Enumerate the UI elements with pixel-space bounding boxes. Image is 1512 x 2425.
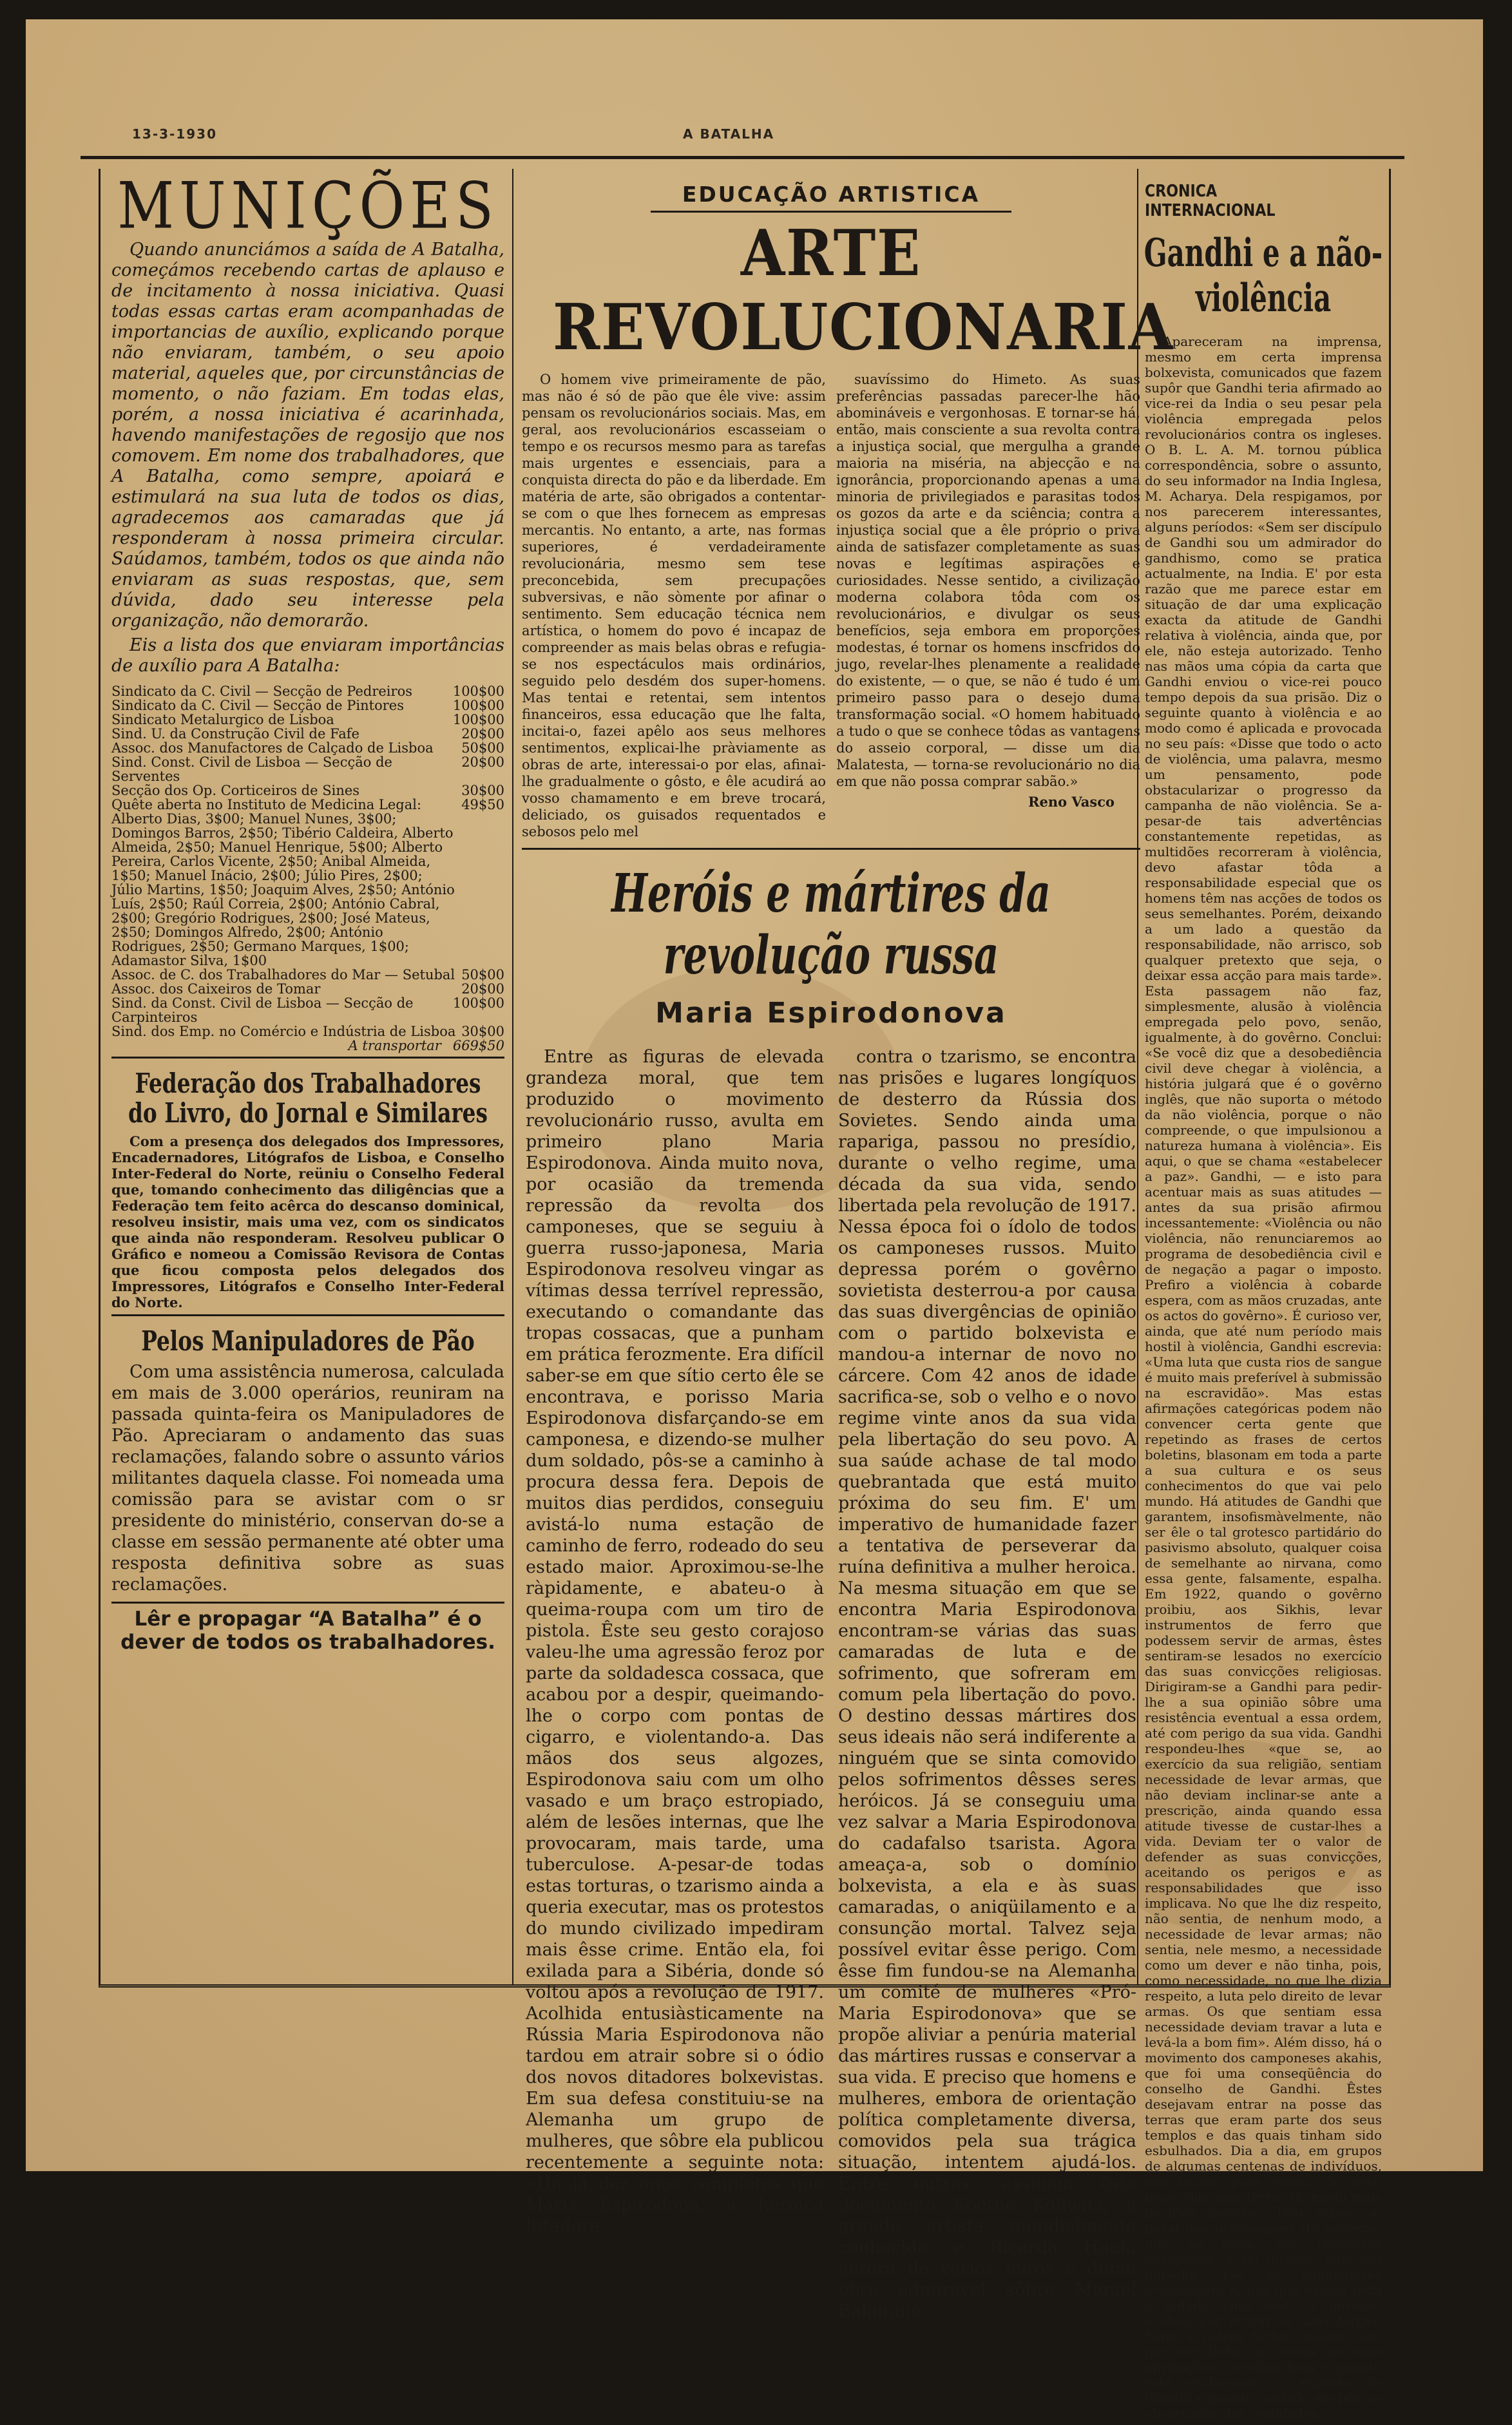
contribution-list [111,684,504,1053]
contribution-row: Sindicato Metalurgico de Lisboa 100$00 [111,712,504,727]
arte-kicker: EDUCAÇÃO ARTISTICA [682,182,981,207]
gandhi-body: Apareceram na imprensa, mesmo em certa imprensa bolxevista, comunicados que fazem supôr que Gandhi teria afirmado ao vice-rei da India o seu pesar pela violência empregada pelos revolucionários contra os ingleses. O B. L. A. M. tornou pública correspondência, sobre o assunto, do seu informador na India Inglesa, M. Acharya. Dela respigamos, por nos parecerem interessantes, alguns períodos: «Sem ser discípulo de Gandhi sou um admirador do gandhismo, como se pratica actualmente, na India. E' por esta razão que me parece estar em situação de dar uma explicação exacta da atitude de Gandhi relativa à violência, ainda que, por ele, não esteja autorizado. Tenho nas mãos uma cópia da carta que Gandhi enviou o vice-rei pouco tempo depois da sua prisão. Diz o seguinte quanto à violência e ao modo como é aplicada e provocada no seu país: «Disse que todo o acto de violência, uma palavra, mesmo um pensamento, pode obstacularizar o progresso da campanha de não violência. Se a-pesar-de tais advertências constantemente repetidas, as multidões recorreram à violência, devo afastar tôda a responsabilidade especial que os homens têm nas acções de todos os seus semelhantes. Porém, deixando a um lado a questão da responsabilidade, não arrisco, sob qualquer pretexto que seja, o deixar essa acção para mais tarde». Esta passagem não faz, simplesmente, alusão à violência empregada pelo povo, senão, igualmente, à do govêrno. Conclui: «Se você diz que a desobediência civil deve chegar à violência, a história julgará que é o govêrno inglês, que não suporta o método da não violência, porque o não compreende, o que impulsionou a natureza humana à violência». Eis aqui, o que se chama «estabelecer a paz». Gandhi, — e isto para acentuar mais as suas atitudes — antes da sua prisão afirmou incessantemente: «Violência ou não violência, não renunciaremos ao programa de desobediência civil e de negação a pagar o imposto. Prefiro a violência à cobarde espera, com as mãos cruzadas, ante os actos do govêrno». É curioso ver, ainda, que até num período mais hostil à violência, Gandhi escrevia: «Uma luta que custa rios de sangue é muito mais preferível à submissão na escravidão». Mas estas afirmações categóricas podem não convencer certa gente que repetindo as frases de certos boletins, blasonam em toda a parte a sua cultura e os seus conhecimentos do que vai pelo mundo. Há atitudes de Gandhi que garantem, insofismàvelmente, não ser êle o tal grotesco partidário do pasivismo absoluto, qualquer coisa de semelhante ao nirvana, como essa gente, falsamente, espalha. Em 1922, quando o govêrno proibiu, aos Sikhis, levar instrumentos de ferro que podessem servir de armas, êstes sentiram-se lesados no exercício das suas convicções religiosas. Dirigiram-se a Gandhi para pedir-lhe a sua opinião sôbre uma resistência eventual a essa ordem, até com perigo da sua vida. Gandhi respondeu-lhes «que se, ao exercício da sua religião, sentiam necessidade de levar armas, que não deviam inclinar-se ante a prescrição, ainda quando essa atitude tivesse de custar-lhes a vida. Deviam ter o valor de defender as suas convicções, aceitando os perigos e as responsabilidades que isso implicava. No que lhe diz respeito, não sentia, de nenhum modo, a necessidade de levar armas; não sentia, nele mesmo, a necessidade como um dever e não tinha, pois, como necessidade, no que lhe dizia respeito, a luta pelo direito de levar armas. Os que sentiam essa necessidade deviam travar a luta e levá-la a bom fim». Além disso, há o movimento dos camponeses akahis, que foi uma conseqüência do conselho de Gandhi. Êstes desejavam entrar na posse das terras que eram parte dos seus templos e das quais tinham sido esbulhados. Dia a dia, em grupos de algumas centenas de indivíduos, marcharam para tomar, de novo posse das suas terras do modo mais pacífico possível. Isso fez-se, a-pesar-des provocações do govêrno, que se opôs, por processos agressivos, a tal intento. Isto não impedia que os camponeses avançassem e, por que estava toda a cidade com êles, o govêrno acabou por retirar as suas forças. Estes e outros factos, mesmo sem pôr em linha de conta as suas afirmações, revelam bem o quanto está esclarecido o espírito de Gandhi e quanto cuidado êle põe na observação das realidades. [1145,334,1382,2421]
contribution-row: Sind. da Const. Civil de Lisboa — Secção de Carpinteiros 100$00 [111,995,504,1025]
contribution-row: Assoc. dos Caixeiros de Tomar 20$00 [111,981,504,997]
contribution-total: A transportar 669$50 [348,1038,504,1053]
column-divider [512,169,513,1984]
herois-headline: Heróis e mártires da revolução russa [611,863,1051,986]
kicker-rule [651,211,1011,213]
contribution-row: Assoc. dos Manufactores de Calçado de Lisboa 50$00 [111,740,504,756]
cronica-section-label: CRONICA INTERNACIONAL [1145,182,1276,220]
contribution-row: Sind. Const. Civil de Lisboa — Secção de Serventes 20$00 [111,754,504,784]
arte-body [522,371,1140,844]
contribution-row: Quête aberta no Instituto de Medicina Legal: Alberto Dias, 3$00; Manuel Nunes, 3$00; Domingos Barros, 2$50; Tibério Caldeira, Alberto Almeida, 2$50; Manuel Henrique, 5$00; Alberto Pereira, Carlos Vicente, 2$50; Anibal Almeida, 1$50; Manuel Inácio, 2$00; Júlio Pires, 2$00; Júlio Martins, 1$50; Joaquim Alves, 2$50; António Luís, 2$50; Raúl Correia, 2$00; António Cabral, 2$00; Gregório Rodrigues, 2$00; José Mateus, 2$50; Domingos Alfredo, 2$00; António Rodrigues, 2$50; Germano Marques, 1$00; Adamastor Silva, 1$00 49$50 [111,797,504,968]
maria-subheadline: Maria Espirodonova [655,997,1007,1030]
call-to-action: Lêr e propagar “A Batalha” é o dever de todos os trabalhadores. [111,1602,504,1654]
maria-col-b: contra o tzarismo, se encontra nas prisões e lugares longíquos de desterro da Rússia dos Sovietes. Sendo ainda uma rapariga, passou no presídio, durante o velho regime, uma década da sua vida, sendo libertada pela revolução de 1917. Nessa época foi o ídolo de todos os camponeses russos. Muito depressa porém o govêrno sovietista desterrou-a por causa das suas divergências de opinião com o partido bolxevista e mandou-a internar de novo no cárcere. Com 42 anos de idade sacrifica-se, sob o velho e o novo regime vinte anos da sua vida pela libertação do seu povo. A sua saúde achase de tal modo quebrantada que está muito próxima do seu fim. E' um imperativo de humanidade fazer a tentativa de perseverar da ruína definitiva a mulher heroica. Na mesma situação em que se encontra Maria Espirodonova encontram-se várias das suas camaradas de luta e de sofrimento, que sofreram em comum pela libertação do povo. O destino dessas mártires dos seus ideais não será indiferente a ninguém que se sinta comovido pelos sofrimentos dêsses seres heróicos. Já se conseguiu uma vez salvar a Maria Espirodonova do cadafalso tsarista. Agora ameaça-a, sob o domínio bolxevista, a ela e às suas camaradas, o aniqüilamento e a consunção mortal. Talvez seja possível evitar êsse perigo. Com êsse fim fundou-se na Alemanha um comité de mulheres «Pró-Maria Espirodonova» que se propõe aliviar a penúria material das mártires russas e conservar a sua vida. E preciso que homens e mulheres, embora de orientação política completamente diversa, comovidos pela sua trágica situação, intentem ajudá-los. Entre outras, assinam êste documento Koethe Kollwitz, a grande artista mundialmente conhecida e Ricarda Huch, autora de vários livros e duma obra admirável sôbre Miguel Bakunine. [838,1047,1136,2321]
gandhi-headline: Gandhi e a não-violência [1144,231,1383,321]
right-column [1145,169,1382,2425]
federacao-body: Com a presença dos delegados dos Impressores, Encadernadores, Litógrafos de Lisboa, e Conselho Inter-Federal do Norte, reüniu o Conselho Federal que, tomando conhecimento das diligências que a Federação tem feito acêrca do descanso dominical, resolveu insistir, mais uma vez, com os sindicatos que ainda não responderam. Resolveu publicar O Gráfico e nomeou a Comissão Revisora de Contas que ficou composta pelos delegados dos Impressores, Litógrafos e Conselho Inter-Federal do Norte. [111,1133,504,1310]
maria-col-a: Entre as figuras de elevada grandeza moral, que tem produzido o movimento revolucionário russo, avulta em primeiro plano Maria Espirodonova. Ainda muito nova, por ocasião da tremenda repressão da revolta dos camponeses, que se seguiu à guerra russo-japonesa, Maria Espirodonova resolveu vingar as vítimas dessa terrível repressão, executando o comandante das tropas cossacas, que a punham em prática ferozmente. Era difícil saber-se em que sítio certo êle se encontrava, e porisso Maria Espirodonova disfarçando-se em camponesa, e dizendo-se mulher dum soldado, pôs-se a caminho à procura dessa fera. Depois de muitos dias perdidos, conseguiu avistá-lo numa estação de caminho de ferro, rodeado do seu estado maior. Aproximou-se-lhe ràpidamente, e abateu-o à queima-roupa com um tiro de pistola. Êste seu gesto corajoso valeu-lhe uma agressão feroz por parte da soldadesca cossaca, que acabou por a despir, queimando-lhe o corpo com pontas de cigarro, e violentando-a. Das mãos dos seus algozes, Espirodonova saiu com um olho vasado e um braço estropiado, além de lesões internas, que lhe provocaram, mais tarde, uma tuberculose. A-pesar-de todas estas torturas, o tzarismo ainda a queria executar, mas os protestos do mundo civilizado impediram mais êsse crime. Então ela, foi exilada para a Sibéria, donde só voltou após a revolução de 1917. Acolhida entusiàsticamente na Rússia Maria Espirodonova não tardou em atrair sobre si o ódio dos novos ditadores bolxevistas. Em sua defesa constituiu-se na Alemanha um grupo de mulheres, que sôbre ela publicou recentemente a seguinte nota: «Há já dez anos completos que Maria Espirodona, a heroica lutadora [526,1047,824,2236]
pao-headline: Pelos Manipuladores de Pão [141,1325,475,1357]
municoes-headline: MUNIÇÕES [117,169,499,244]
section-rule [111,1314,504,1316]
pao-body: Com uma assistência numerosa, calculada em mais de 3.000 operários, reuniram na passada quinta-feira os Manipuladores de Pão. Apreciaram o andamento das suas reclamações, falando sobre o assunto vários militantes daquela classe. Foi nomeada uma comissão para se avistar com o sr presidente do ministério, conservan do-se a classe em sessão permanente até obter uma resposta definitiva sobre as suas reclamações. [111,1362,504,1595]
arte-headline: ARTE REVOLUCIONARIA [553,216,1174,365]
contribution-row: Sindicato da C. Civil — Secção de Pedreiros 100$00 [111,684,504,699]
federacao-headline: Federação dos Trabalhadores do Livro, do Jornal e Similares [128,1068,488,1129]
center-column [522,169,1174,2326]
top-rule [81,156,1404,159]
contribution-row: Sind. U. da Construção Civil de Fafe 20$00 [111,726,504,742]
municoes-intro: Quando anunciámos a saída de A Batalha, começámos recebendo cartas de aplauso e de incitamento à nossa iniciativa. Quasi todas essas cartas eram acompanhadas de importancias de auxílio, explicando porque não enviaram, também, o seu apoio material, aqueles que, por circunstâncias de momento, o não faziam. Em todas elas, porém, a nossa iniciativa é acarinhada, havendo manifestações de regosijo que nos comovem. Em nome dos trabalhadores, que A Batalha, como sempre, apoiará e estimulará na sua luta de todos os dias, agradecemos aos camaradas que já responderam à nossa primeira circular. Saúdamos, também, todos os que ainda não enviaram as suas respostas, que, sem dúvida, dado seu interesse pela organização, não demorarão. [111,240,504,631]
arte-col-a: O homem vive primeiramente de pão, mas não é só de pão que êle vive: assim pensam os revolucionários sociais. Mas, em geral, aos revolucionários escasseiam o tempo e os recursos mesmo para as tarefas mais urgentes e essenciais, para a conquista directa do pão e da liberdade. Em matéria de arte, são obrigados a contentar-se com o que lhes fornecem as empresas mercantis. No entanto, a arte, nas formas superiores, é verdadeiramente revolucionária, mesmo sem tese preconcebida, sem precupações subversivas, e não sòmente por afinar o sentimento. Sem educação técnica nem artística, o homem do povo é incapaz de compreender as mais belas obras e refugia-se nos espectáculos mais ordinários, seguido pelo desdém dos super-homens. Mas tentai e retentai, sem intentos financeiros, essa educação que lhe falta, incitai-o, fazei apêlo aos seus melhores sentimentos, explicai-lhe pràviamente as obras de arte, interessai-o por elas, afinai-lhe gradualmente o gôsto, e êle acudirá ao vosso chamamento e em breve trocará, deliciado, os guisados requentados e sebosos pelo mel [522,372,826,839]
left-column [111,169,504,1654]
contribution-row: Assoc. de C. dos Trabalhadores do Mar — Setubal 50$00 [111,967,504,982]
contribution-row: Secção dos Op. Corticeiros de Sines 30$00 [111,783,504,798]
contribution-row: Sindicato da C. Civil — Secção de Pintores 100$00 [111,698,504,713]
running-paper-name: A BATALHA [683,126,775,142]
arte-col-b: suavíssimo do Himeto. As suas preferências passadas parecer-lhe hão abomináveis e vergonhosas. E tornar-se há, então, mais consciente a sua revolta contra a injustiça social, que mergulha a grande maioria na miséria, na abjecção e na ignorância, proporcionando apenas a uma minoria de privilegiados e parasitas todos os gozos da arte e da sciência; contra a injustiça social que a êle próprio o priva ainda de satisfazer completamente as suas novas e legítimas aspirações e curiosidades. Nesse sentido, a civilização moderna colabora tôda com os revolucionários, e divulgar os seus benefícios, seja embora em proporções modestas, é tornar os homens inscfridos do jugo, revelar-lhes plenamente a realidade do existente, — o que, se não é tudo é um primeiro passo para o desejo duma transformação social. «O homem habituado a tudo o que se conhece tôdas as vantagens do asseio corporal, — disse um dia Malatesta, — torna-se revolucionário no dia em que não possa comprar sabão.» [836,372,1140,789]
contribution-row: Sind. dos Emp. no Comércio e Indústria de Lisboa 30$00 [111,1024,504,1039]
section-rule [111,1057,504,1059]
newspaper-page [81,135,1404,2421]
section-rule [522,848,1140,850]
arte-signature: Reno Vasco [1028,794,1115,810]
maria-body [522,1046,1140,2326]
running-date: 13-3-1930 [132,126,218,142]
municoes-list-intro: Eis a lista dos que enviaram importâncias de auxílio para A Batalha: [111,635,504,676]
